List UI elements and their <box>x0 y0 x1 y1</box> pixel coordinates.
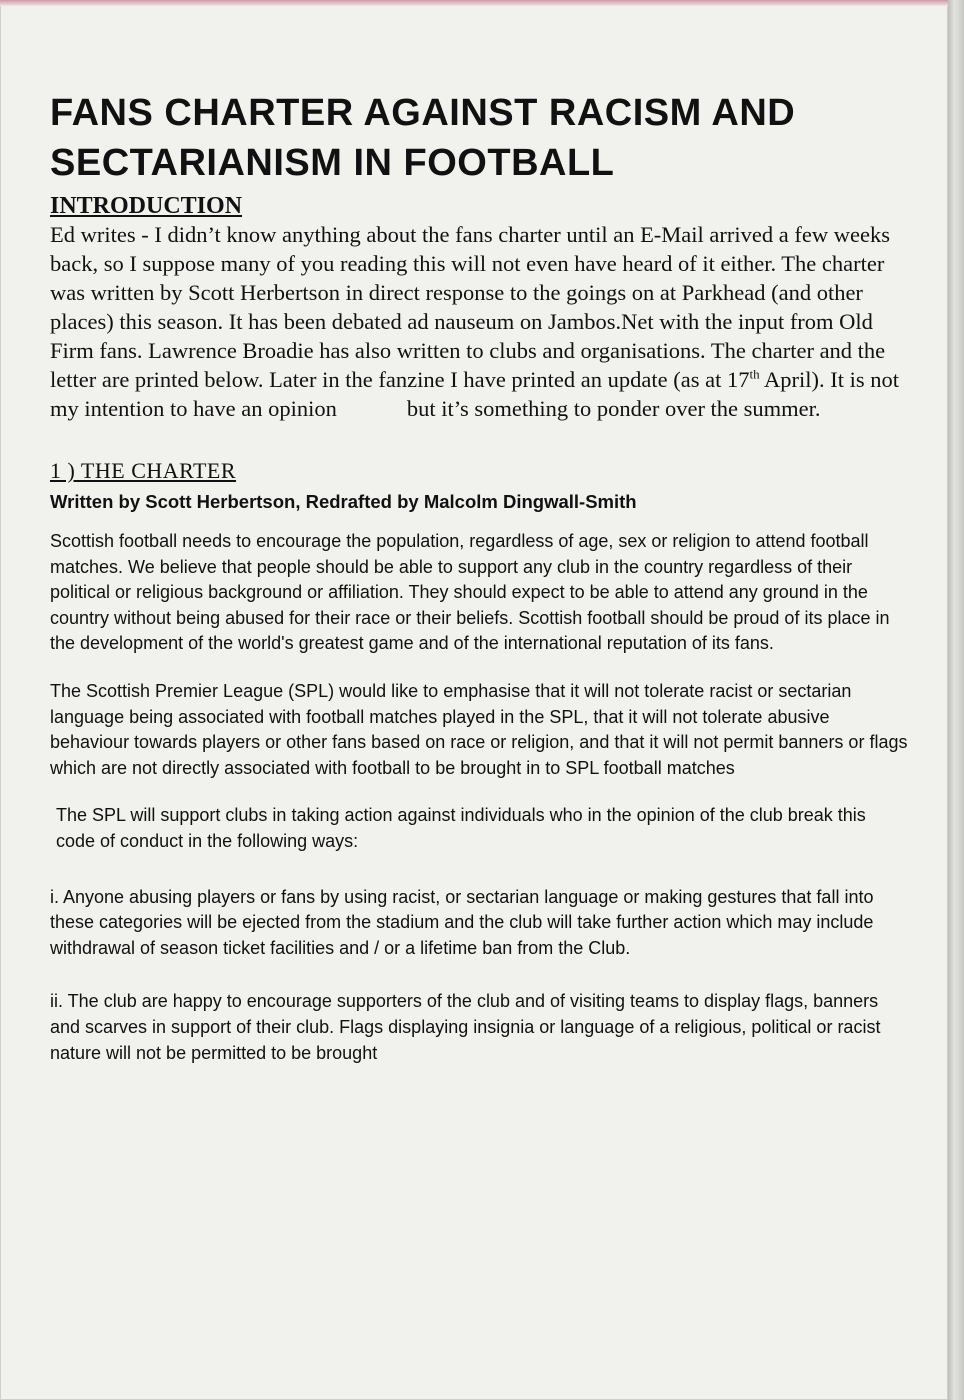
introduction-heading: INTRODUCTION <box>50 193 243 219</box>
charter-heading: 1 ) THE CHARTER <box>50 458 237 483</box>
charter-paragraph: i. Anyone abusing players or fans by using racist, or sectarian language or making gestures that fall into these categories will be ejected from the stadium and the club will take further action which may include withdrawal of season ticket facilities and / or a lifetime ban from the Club. <box>50 886 874 958</box>
introduction-text-tail: April). It is not my intention to have an opinion <box>50 367 899 421</box>
ordinal-suffix: th <box>749 366 760 382</box>
charter-paragraph: The SPL will support clubs in taking action against individuals who in the opinion of the club break this code of conduct in the following ways: <box>56 805 866 851</box>
introduction-text <box>50 220 910 423</box>
article <box>50 88 910 1066</box>
charter-byline: Written by Scott Herbertson, Redrafted by Malcolm Dingwall-Smith <box>50 491 637 512</box>
charter-paragraph: ii. The club are happy to encourage supporters of the club and of visiting teams to display flags, banners and scarves in support of their club. Flags displaying insignia or language of a religious, political or racist nature will not be permitted to be brought <box>50 991 881 1063</box>
article-title: FANS CHARTER AGAINST RACISM AND SECTARIANISM IN FOOTBALL <box>50 92 796 184</box>
introduction-text-main: Ed writes - I didn’t know anything about the fans charter until an E-Mail arrived a few weeks back, so I suppose many of you reading this will not even have heard of it either. The charter was written by Scott Herbertson in direct response to the goings on at Parkhead (and other places) this season. It has been debated ad nauseum on Jambos.Net with the input from Old Firm fans. Lawrence Broadie has also written to clubs and organisations. The charter and the letter are printed below. Later in the fanzine I have printed an update (as at 17 <box>50 222 890 392</box>
charter-paragraph: The Scottish Premier League (SPL) would like to emphasise that it will not tolerate racist or sectarian language being associated with football matches played in the SPL, that it will not tolerate abusive behaviour towards players or other fans based on race or religion, and that it will not permit banners or flags which are not directly associated with football to be brought in to SPL football matches <box>50 680 908 778</box>
page-edge <box>948 0 964 1400</box>
introduction-text-end: but it’s something to ponder over the summer. <box>406 396 821 421</box>
charter-paragraph: Scottish football needs to encourage the population, regardless of age, sex or religion to attend football matches. We believe that people should be able to support any club in the country regardless of their political or religious background or affiliation. They should expect to be able to attend any ground in the country without being abused for their race or their beliefs. Scottish football should be proud of its place in the development of the world's greatest game and of the international reputation of its fans. <box>50 531 890 654</box>
